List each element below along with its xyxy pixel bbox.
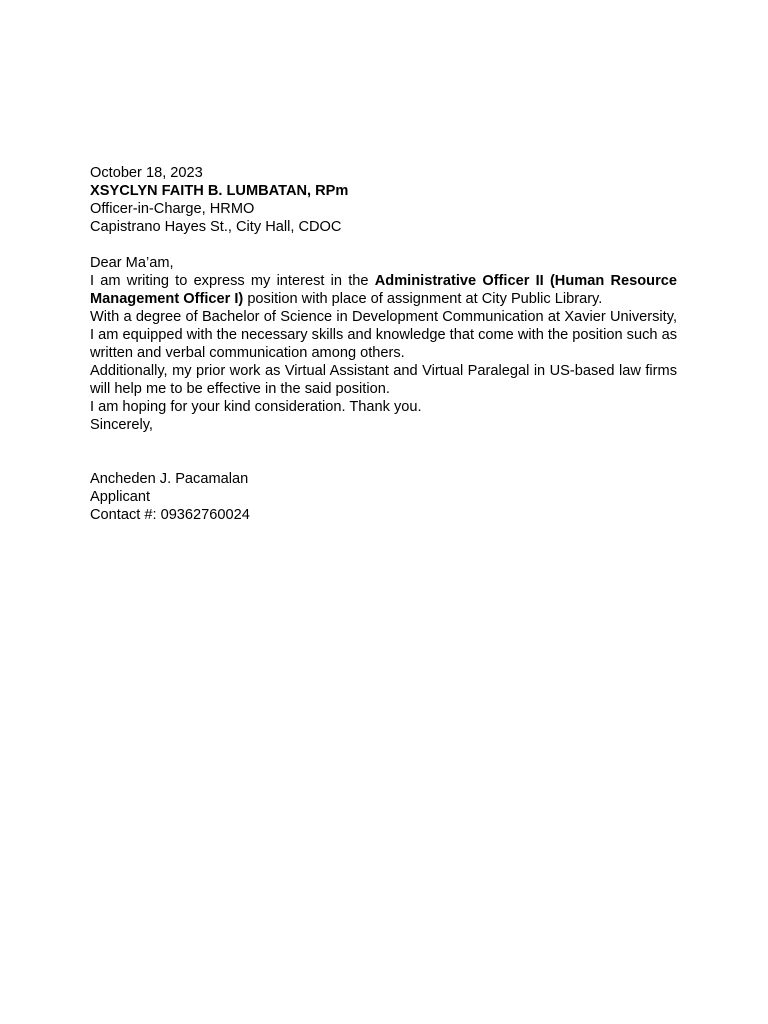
closing: Sincerely, [90,417,153,433]
paragraph-consideration: I am hoping for your kind consideration. Thank you. [90,399,422,415]
letter-page [90,164,677,524]
letter-date: October 18, 2023 [90,165,203,181]
recipient-title: Officer-in-Charge, HRMO [90,201,255,217]
paragraph-interest-tail: position with place of assignment at City Public Library. [243,291,603,307]
paragraph-interest-lead: I am writing to express my interest in the [90,273,375,289]
signature-space [90,434,677,470]
paragraph-interest [90,272,677,308]
recipient-block [90,182,677,236]
signer-role: Applicant [90,489,151,505]
paragraph-education: With a degree of Bachelor of Science in Development Communication at Xavier University, I am equipped with the necessary skills and knowledge that come with the position such as written and verbal communication among others. [90,309,677,361]
salutation: Dear Ma’am, [90,255,174,271]
signer-contact: Contact #: 09362760024 [90,507,250,523]
recipient-name: XSYCLYN FAITH B. LUMBATAN, RPm [90,183,349,199]
signature-block [90,470,677,524]
recipient-address: Capistrano Hayes St., City Hall, CDOC [90,219,342,235]
signer-name: Ancheden J. Pacamalan [90,471,249,487]
position-title: Administrative Officer II (Human Resource Management Officer I) [90,273,677,307]
paragraph-experience: Additionally, my prior work as Virtual Assistant and Virtual Paralegal in US-based law firms will help me to be effective in the said position. [90,363,677,397]
